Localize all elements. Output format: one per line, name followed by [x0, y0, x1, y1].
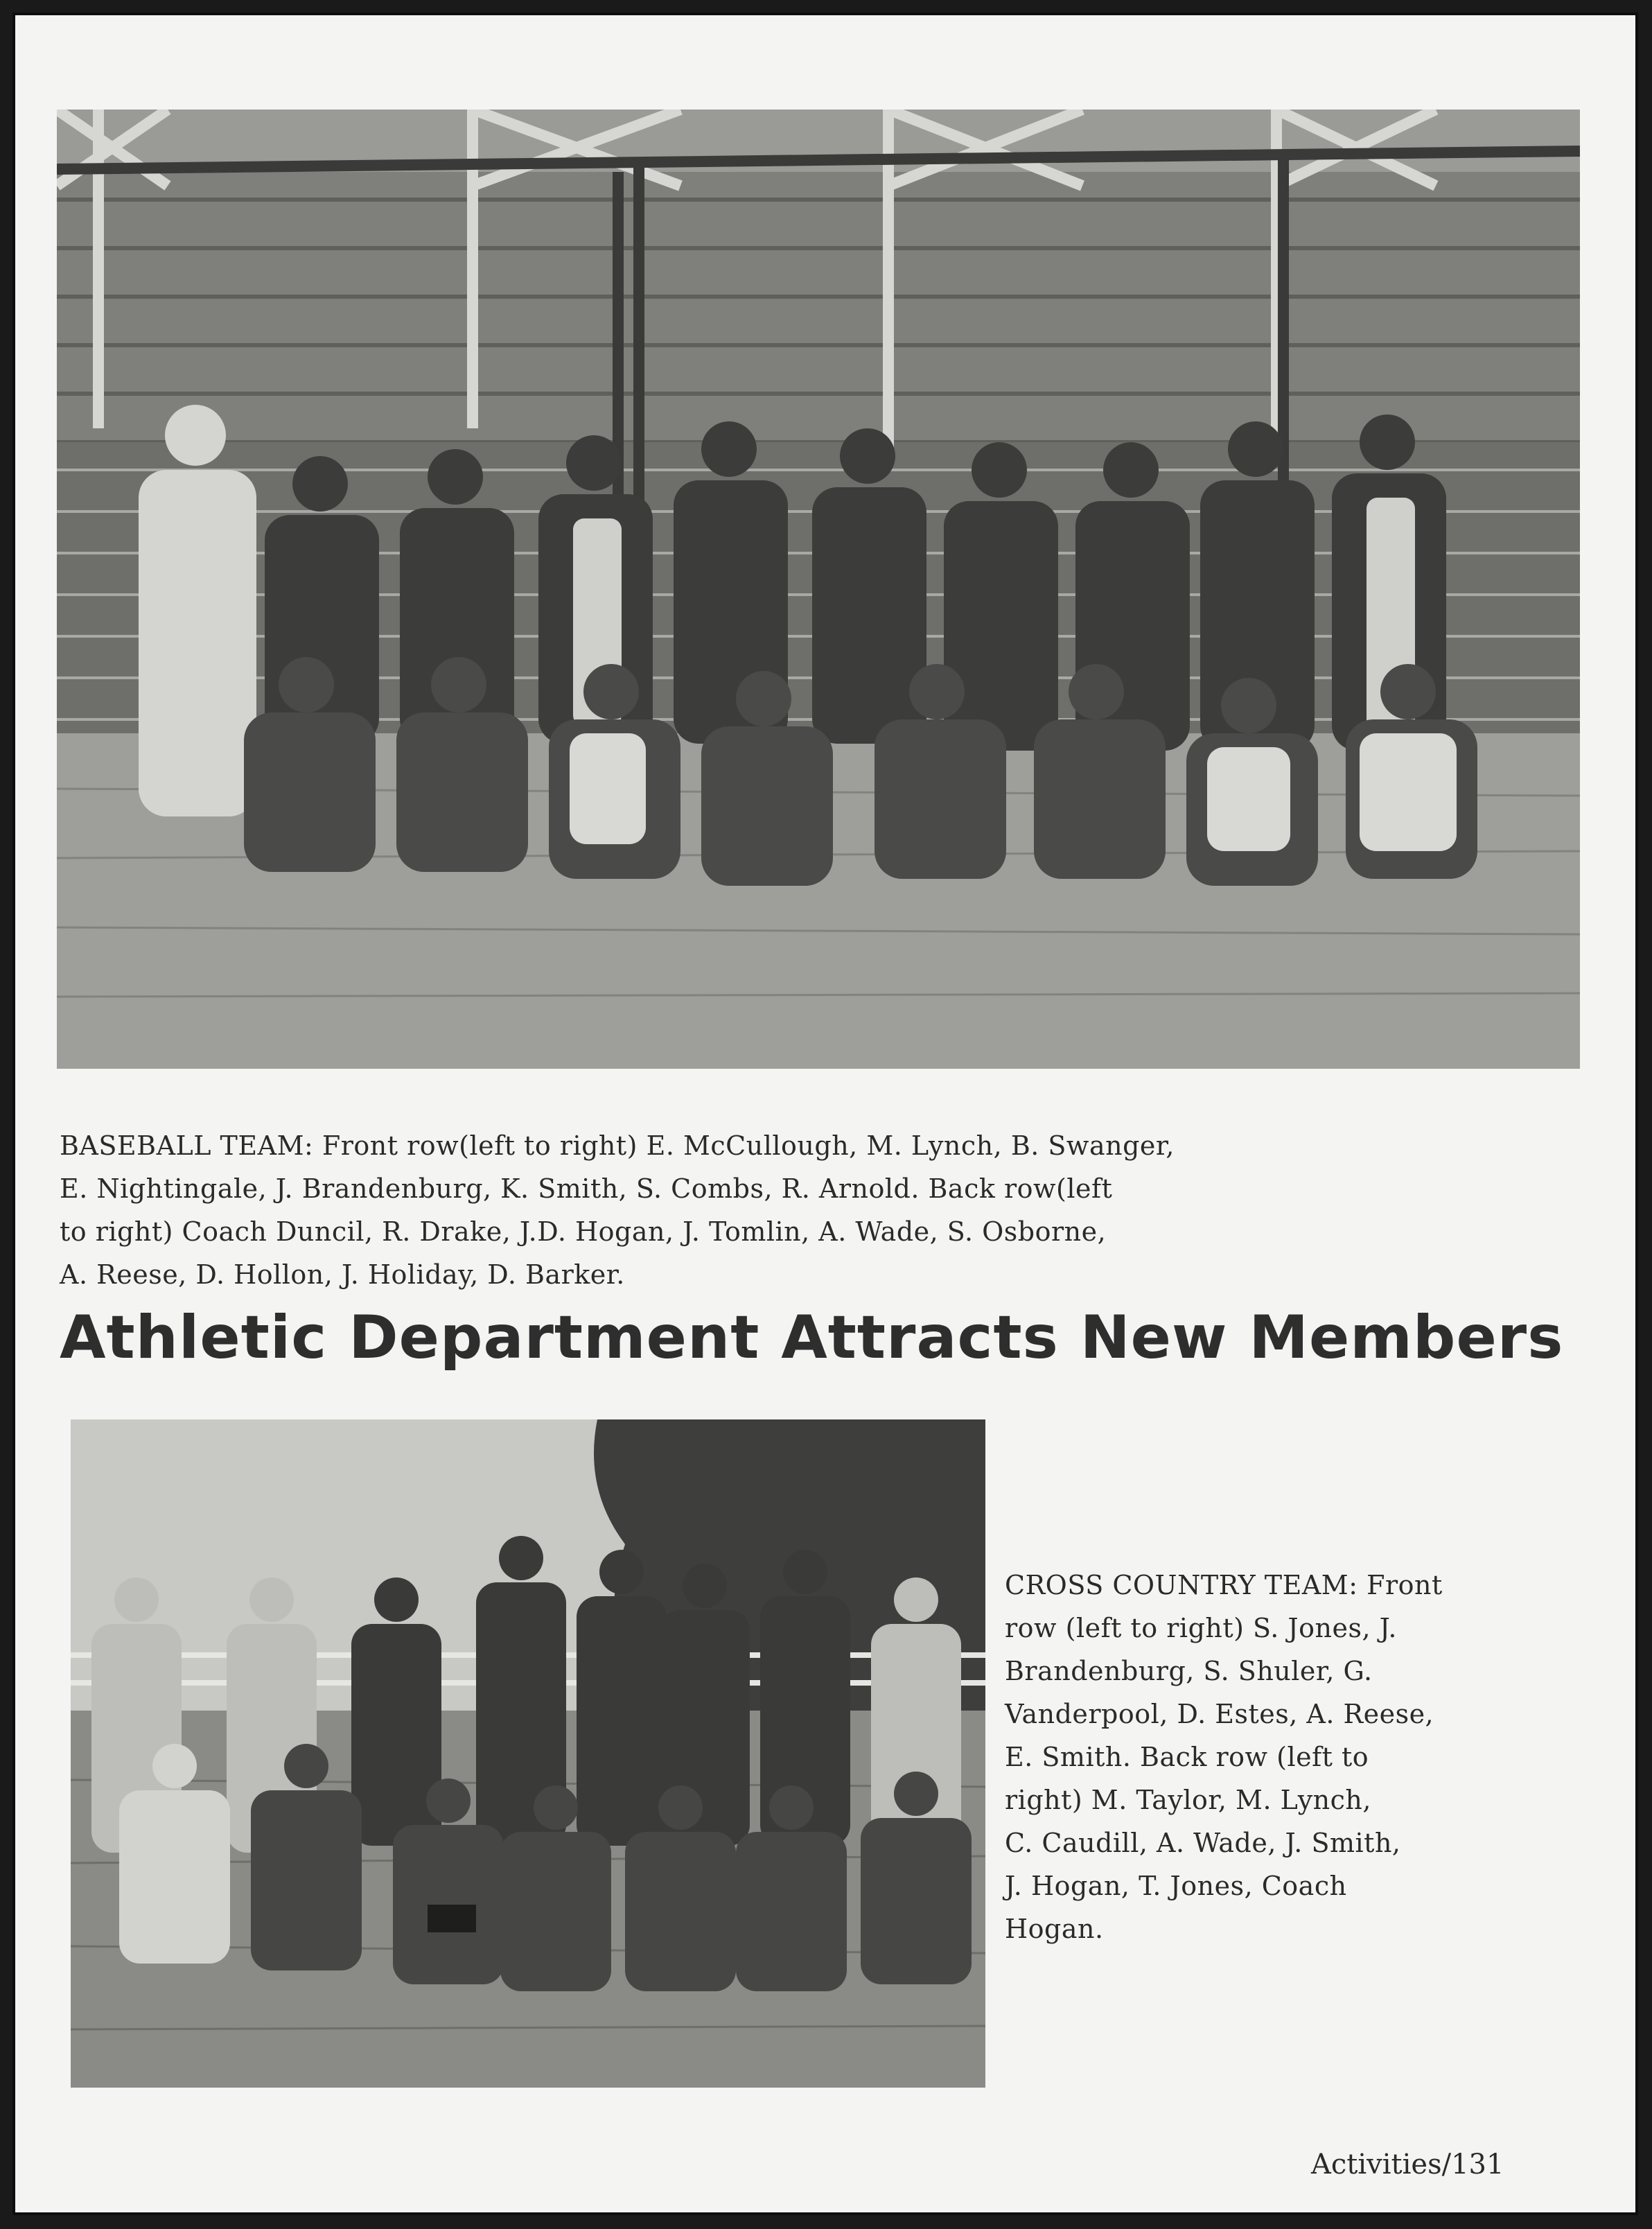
cross-country-caption-line: E. Smith. Back row (left to [1005, 1742, 1369, 1772]
baseball-caption-line: to right) Coach Duncil, R. Drake, J.D. Hogan, J. Tomlin, A. Wade, S. Osborne, [60, 1216, 1107, 1247]
baseball-caption-line: A. Reese, D. Hollon, J. Holiday, D. Barker. [60, 1259, 625, 1290]
baseball-team-photo [57, 110, 1580, 1069]
baseball-caption [60, 1124, 1556, 1296]
cross-country-caption-line: row (left to right) S. Jones, J. [1005, 1613, 1397, 1643]
cross-country-caption-line: C. Caudill, A. Wade, J. Smith, [1005, 1828, 1401, 1858]
page-headline: Athletic Department Attracts New Members [60, 1303, 1564, 1372]
cross-country-caption-line: Brandenburg, S. Shuler, G. [1005, 1656, 1373, 1686]
yearbook-page [12, 12, 1638, 2215]
baseball-caption-line: BASEBALL TEAM: Front row(left to right) E. McCullough, M. Lynch, B. Swanger, [60, 1130, 1175, 1161]
cross-country-photo-art [71, 1419, 985, 2088]
cross-country-team-photo [71, 1419, 985, 2088]
cross-country-caption-line: Hogan. [1005, 1914, 1104, 1944]
cross-country-caption-line: right) M. Taylor, M. Lynch, [1005, 1785, 1371, 1815]
baseball-photo-art [57, 110, 1580, 1069]
baseball-caption-line: E. Nightingale, J. Brandenburg, K. Smith, S. Combs, R. Arnold. Back row(left [60, 1173, 1113, 1204]
page-number: Activities/131 [1311, 2149, 1504, 2180]
trophy [428, 1905, 476, 1932]
cross-country-caption-line: J. Hogan, T. Jones, Coach [1005, 1871, 1347, 1901]
cross-country-caption-line: Vanderpool, D. Estes, A. Reese, [1005, 1699, 1434, 1729]
cross-country-caption-line: CROSS COUNTRY TEAM: Front [1005, 1570, 1443, 1600]
cross-country-caption [1005, 1564, 1594, 1950]
